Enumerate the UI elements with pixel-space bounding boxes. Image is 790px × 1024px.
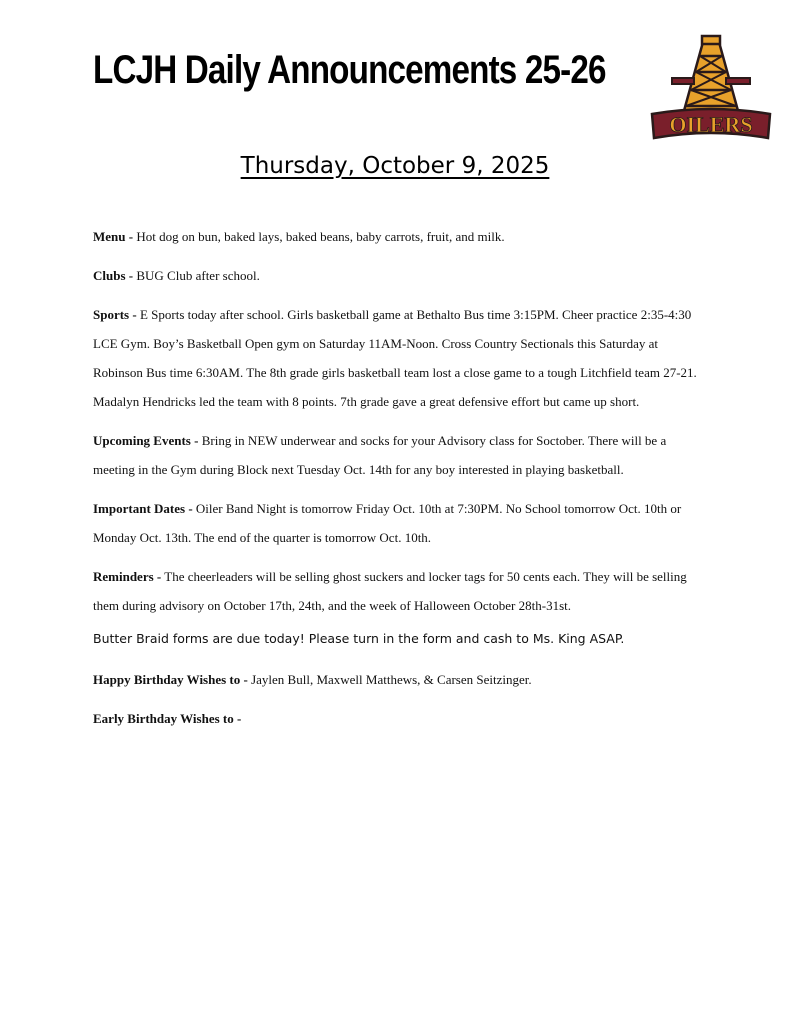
oilers-logo [648,34,774,144]
important-dates-label: Important Dates - [93,501,193,516]
date-heading: Thursday, October 9, 2025 [240,153,550,179]
birthday-text: Jaylen Bull, Maxwell Matthews, & Carsen Seitzinger. [247,672,532,687]
clubs-text: BUG Club after school. [133,268,260,283]
upcoming-events-text: Bring in NEW underwear and socks for your Advisory class for Soctober. There will be a meeting in the Gym during Block next Tuesday Oct. 14th for any boy interested in playing basketball. [93,433,667,477]
menu-section [93,222,705,251]
sports-section [93,300,705,416]
reminders-text: The cheerleaders will be selling ghost suckers and locker tags for 50 cents each. They will be selling them during advisory on October 17th, 24th, and the week of Halloween October 28th-31st. [93,569,687,613]
menu-text: Hot dog on bun, baked lays, baked beans, baby carrots, fruit, and milk. [133,229,505,244]
menu-label: Menu - [93,229,134,244]
oil-derrick-icon [672,36,750,118]
clubs-label: Clubs - [93,268,134,283]
reminders-label: Reminders - [93,569,162,584]
sports-label: Sports - [93,307,137,322]
early-birthday-label: Early Birthday Wishes to - [93,711,242,726]
upcoming-events-section [93,426,705,484]
important-dates-section [93,494,705,552]
early-birthday-section [93,704,705,733]
important-dates-text: Oiler Band Night is tomorrow Friday Oct. 10th at 7:30PM. No School tomorrow Oct. 10th or Monday Oct. 13th. The end of the quarter is tomorrow Oct. 10th. [93,501,682,545]
sports-text: E Sports today after school. Girls basketball game at Bethalto Bus time 3:15PM. Cheer practice 2:35-4:30 LCE Gym. Boy’s Basketball Open gym on Saturday 11AM-Noon. Cross Country Sectionals this Saturday at Robinson Bus time 6:30AM. The 8th grade girls basketball team lost a close game to a tough Litchfield team 27-21. Madalyn Hendricks led the team with 8 points. 7th grade gave a great defensive effort but came up short. [93,307,697,409]
reminders-section [93,562,705,620]
butter-braid-reminder: Butter Braid forms are due today! Please turn in the form and cash to Ms. King ASAP. [93,631,625,646]
clubs-section [93,261,705,290]
upcoming-events-label: Upcoming Events - [93,433,199,448]
page-title: LCJH Daily Announcements 25-26 [93,48,606,92]
announcements-body [93,222,705,743]
logo-text: OILERS [669,112,753,137]
birthday-label: Happy Birthday Wishes to - [93,672,248,687]
birthday-section [93,665,705,694]
